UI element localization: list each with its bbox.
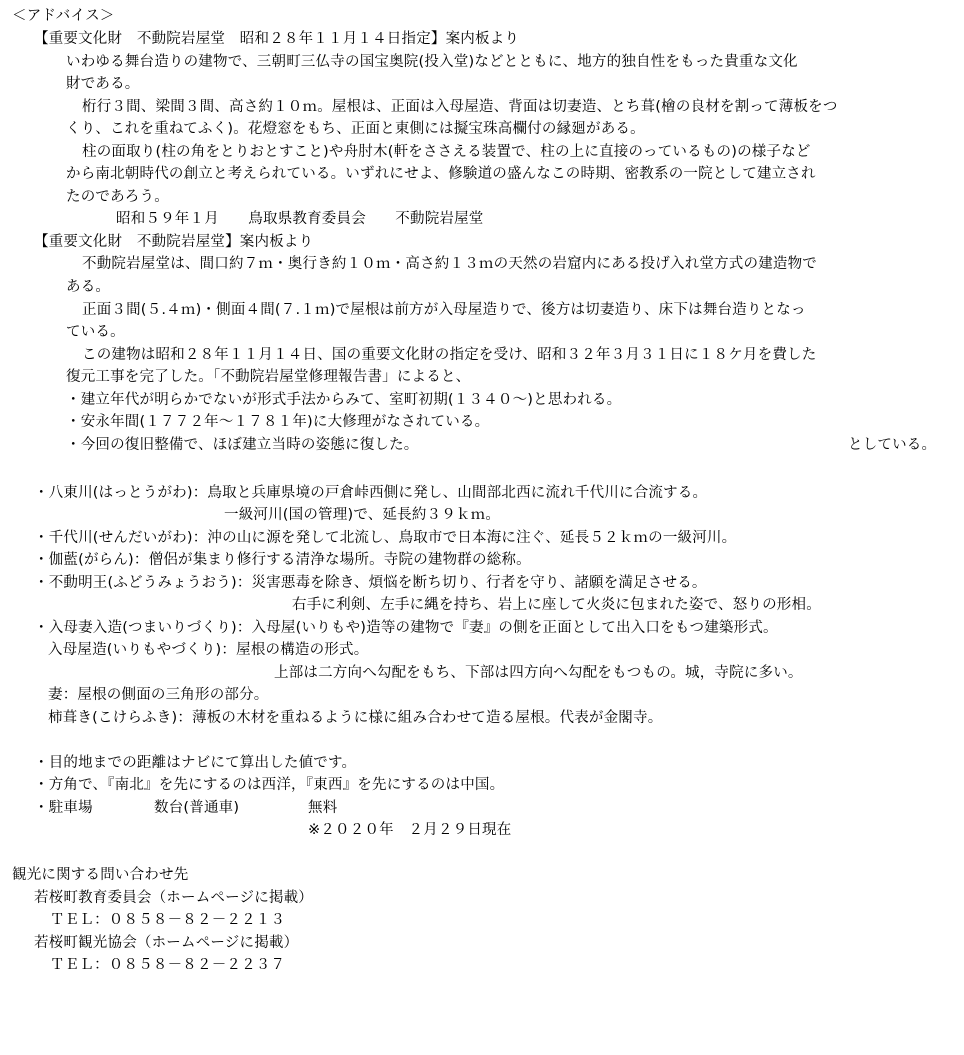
sign1-credit: 昭和５９年１月 鳥取県教育委員会 不動院岩屋堂 bbox=[116, 211, 484, 227]
contact-org-2: 若桜町観光協会（ホームページに掲載） bbox=[34, 935, 299, 951]
glossary-irimoya-line2: 入母屋造(いりもやづくり)：屋根の構造の形式。 bbox=[48, 642, 369, 658]
sign1-p3-line3: たのであろう。 bbox=[66, 189, 169, 205]
glossary-garan: ・伽藍(がらん)：僧侶が集まり修行する清浄な場所。寺院の建物群の総称。 bbox=[34, 552, 531, 568]
glossary-fudo-line2: 右手に利剣、左手に縄を持ち、岩上に座して火炎に包まれた姿で、怒りの形相。 bbox=[292, 597, 821, 613]
contact-tel-2: ＴＥＬ：０８５８－８２－２２３７ bbox=[50, 957, 286, 973]
note-distance: ・目的地までの距離はナビにて算出した値です。 bbox=[34, 755, 357, 771]
glossary-hatto-line2: 一級河川(国の管理)で、延長約３９ｋｍ。 bbox=[224, 507, 501, 523]
note-parking-fee: 無料 bbox=[308, 800, 338, 816]
sign2-p1-line2: ある。 bbox=[66, 279, 111, 295]
contact-org-1: 若桜町教育委員会（ホームページに掲載） bbox=[34, 890, 314, 906]
sign1-title: 【重要文化財 不動院岩屋堂 昭和２８年１１月１４日指定】案内板より bbox=[34, 31, 520, 47]
sign2-bullet-1: ・建立年代が明らかでないが形式手法からみて、室町初期(１３４０～)と思われる。 bbox=[66, 392, 622, 408]
sign1-p3-line2: から南北朝時代の創立と考えられている。いずれにせよ、修験道の盛んなこの時期、密教系の一院として建立され bbox=[66, 166, 816, 182]
glossary-fudo-line1: ・不動明王(ふどうみょうおう)：災害悪毒を除き、煩悩を断ち切り、行者を守り、諸願を満足させる。 bbox=[34, 575, 707, 591]
sign2-bullet-3: ・今回の復旧整備で、ほぼ建立当時の姿態に復した。 bbox=[66, 437, 419, 453]
glossary-kokera: 柿葺き(こけらふき)：薄板の木材を重ねるように様に組み合わせて造る屋根。代表が金閣寺。 bbox=[48, 710, 663, 726]
sign1-p2-line1: 桁行３間、梁間３間、高さ約１０ｍ。屋根は、正面は入母屋造、背面は切妻造、とち葺(檜の良材を割って薄板をつ bbox=[82, 99, 838, 115]
sign2-p3-line2: 復元工事を完了した。「不動院岩屋堂修理報告書」によると、 bbox=[66, 369, 471, 385]
sign1-p3-line1: 柱の面取り(柱の角をとりおとすこと)や舟肘木(軒をささえる装置で、柱の上に直接のっているもの)の様子など bbox=[82, 144, 811, 160]
note-parking-count: 数台(普通車) bbox=[154, 800, 240, 816]
note-as-of-date: ※２０２０年 ２月２９日現在 bbox=[308, 822, 512, 838]
note-direction: ・方角で、『南北』を先にするのは西洋，『東西』を先にするのは中国。 bbox=[34, 777, 505, 793]
sign2-p1-line1: 不動院岩屋堂は、間口約７ｍ・奥行き約１０ｍ・高さ約１３ｍの天然の岩窟内にある投げ入れ堂方式の建造物で bbox=[82, 256, 817, 272]
sign1-p1-line2: 財である。 bbox=[66, 76, 140, 92]
glossary-irimoya-line3: 上部は二方向へ勾配をもち、下部は四方向へ勾配をもつもの。城，寺院に多い。 bbox=[274, 665, 803, 681]
glossary-irimoya-line1: ・入母妻入造(つまいりづくり)：入母屋(いりもや)造等の建物で『妻』の側を正面として出入口をもつ建築形式。 bbox=[34, 620, 778, 636]
sign2-bullet-2: ・安永年間(１７７２年～１７８１年)に大修理がなされている。 bbox=[66, 414, 490, 430]
contact-heading: 観光に関する問い合わせ先 bbox=[12, 867, 189, 883]
glossary-hatto-line1: ・八東川(はっとうがわ)：鳥取と兵庫県境の戸倉峠西側に発し、山間部北西に流れ千代川に合流する。 bbox=[34, 485, 708, 501]
sign2-title: 【重要文化財 不動院岩屋堂】案内板より bbox=[34, 234, 314, 250]
sign2-bullet-3-tail: としている。 bbox=[848, 437, 937, 453]
glossary-sendai: ・千代川(せんだいがわ)：沖の山に源を発して北流し、鳥取市で日本海に注ぐ、延長５２ｋｍの一級河川。 bbox=[34, 530, 737, 546]
sign2-p2-line1: 正面３間(５.４ｍ)・側面４間(７.１ｍ)で屋根は前方が入母屋造りで、後方は切妻造り、床下は舞台造りとなっ bbox=[82, 302, 806, 318]
glossary-tsuma: 妻：屋根の側面の三角形の部分。 bbox=[48, 687, 269, 703]
sign2-p3-line1: この建物は昭和２８年１１月１４日、国の重要文化財の指定を受け、昭和３２年３月３１日に１８ケ月を費した bbox=[82, 347, 817, 363]
note-parking-label: ・駐車場 bbox=[34, 800, 93, 816]
sign1-p2-line2: くり、これを重ねてふく)。花燈窓をもち、正面と東側には擬宝珠高欄付の縁廻がある。 bbox=[66, 121, 645, 137]
sign1-p1-line1: いわゆる舞台造りの建物で、三朝町三仏寺の国宝奥院(投入堂)などとともに、地方的独自性をもった貴重な文化 bbox=[66, 54, 798, 70]
contact-tel-1: ＴＥＬ：０８５８－８２－２２１３ bbox=[50, 912, 286, 928]
sign2-p2-line2: ている。 bbox=[66, 324, 125, 340]
advice-heading: ＜アドバイス＞ bbox=[12, 8, 115, 24]
